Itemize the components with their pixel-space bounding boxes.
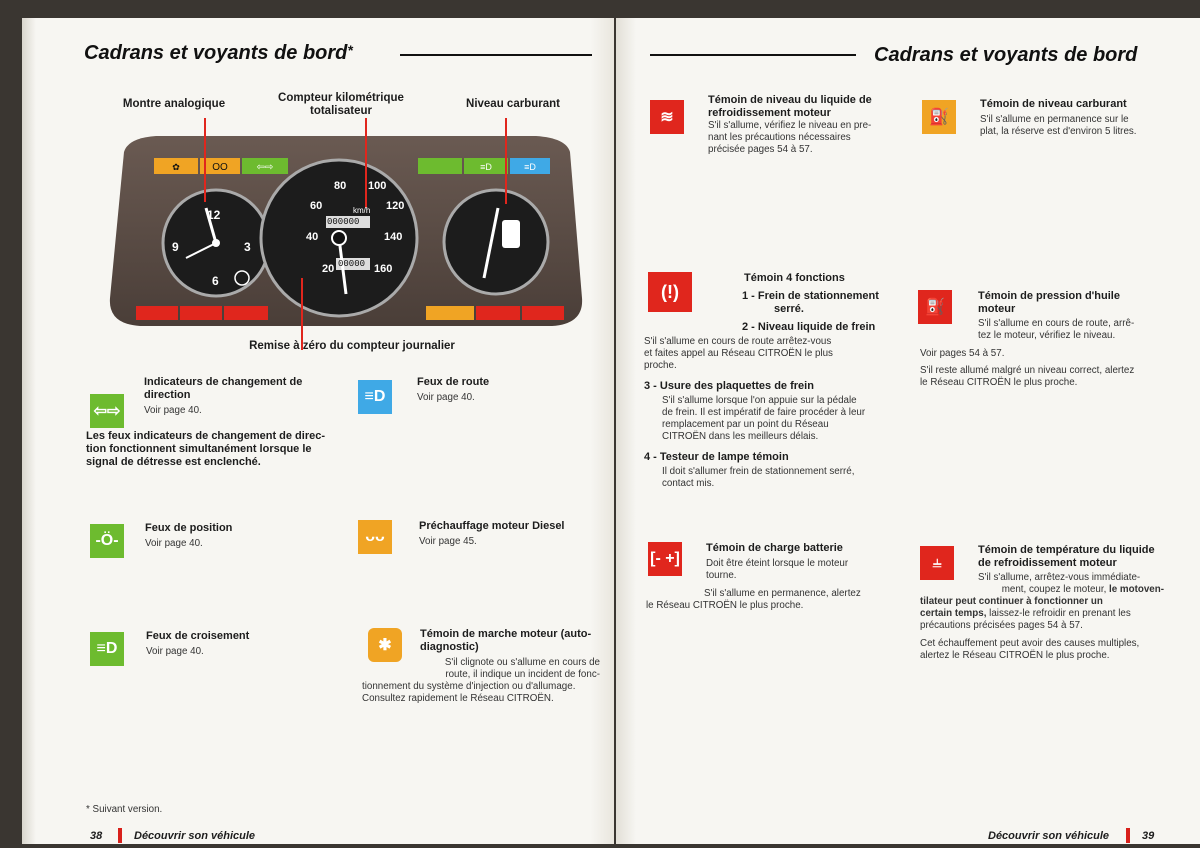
svg-text:⇦⇨: ⇦⇨: [256, 162, 274, 173]
position-text: Voir page 40.: [145, 538, 203, 549]
preheat-title: Préchauffage moteur Diesel: [419, 520, 565, 532]
speedo-tick-40: 40: [306, 231, 319, 243]
right-page-title: Cadrans et voyants de bord: [874, 44, 1138, 66]
fuel-level-title: Témoin de niveau carburant: [980, 98, 1127, 110]
position-light-icon: -Ö-: [90, 524, 124, 558]
indicators-title: Indicateurs de changement de direction: [144, 376, 303, 401]
speedo-unit: km/h: [353, 206, 371, 215]
coolant-level-text: S'il s'allume, vérifiez le niveau en pre- nant les précautions nécessaires précisée pages 54 à 57.: [708, 120, 872, 155]
battery-text: Doit être éteint lorsque le moteur tourne.: [706, 558, 849, 581]
battery-title: Témoin de charge batterie: [706, 542, 843, 554]
function-4-text: Il doit s'allumer frein de stationnement serré, contact mis.: [662, 466, 855, 489]
clock-number-12: 12: [207, 208, 221, 222]
page-number-39: 39: [1142, 830, 1155, 842]
dipped-title: Feux de croisement: [146, 630, 250, 642]
speedo-tick-120: 120: [386, 200, 405, 212]
footnote: * Suivant version.: [86, 804, 163, 815]
speedo-tick-20: 20: [322, 263, 335, 275]
coolant-temperature-icon: ⫨: [920, 546, 954, 580]
function-4: 4 - Testeur de lampe témoin: [644, 451, 789, 463]
preheat-icon: ᴗᴗ: [358, 520, 392, 554]
section-footer: Découvrir son véhicule: [134, 830, 256, 842]
clock-number-6: 6: [212, 274, 219, 288]
clock-number-3: 3: [244, 240, 251, 254]
right-page: [616, 18, 1200, 844]
engine-text: S'il clignote ou s'allume en cours de route, il indique un incident de fonc- tionnement du système d'injection ou d'allumage. Consultez rapidement le Réseau CITROËN.: [362, 657, 600, 704]
page-number-38: 38: [90, 830, 103, 842]
fuel-level-icon: ⛽: [922, 100, 956, 134]
dipped-text: Voir page 40.: [146, 646, 204, 657]
battery-text-more: S'il s'allume en permanence, alertez le Réseau CITROËN le plus proche.: [646, 588, 861, 611]
hazard-warning-text: Les feux indicateurs de changement de direc- tion fonctionnent simultanément lorsque le signal de détresse est enclenché.: [86, 430, 326, 468]
svg-text:OO: OO: [212, 162, 228, 173]
left-page-title: Cadrans et voyants de bord*: [84, 42, 353, 64]
footer-red-bar: [1126, 828, 1130, 843]
fuel-label: Niveau carburant: [466, 98, 560, 110]
main-beam-title: Feux de route: [417, 376, 490, 388]
footer-red-bar: [118, 828, 122, 843]
four-functions-block: [644, 272, 896, 490]
main-beam-icon: ≡D: [358, 380, 392, 414]
four-functions-title: Témoin 4 fonctions: [744, 272, 845, 284]
turn-signal-icon: ⇦⇨: [90, 394, 124, 428]
temperature-text: S'il s'allume, arrêtez-vous immédiate- ment, coupez le moteur, le motoven- tilateur peut continuer à fonctionner un certain temps, laissez-le refroidir en prenant les précautions précisées pages 54 à 57. Cet échauffement peut avoir des causes multiples, alertez le Réseau CITROËN le plus proche.: [920, 572, 1164, 661]
function-3-text: S'il s'allume lorsque l'on appuie sur la pédale de frein. Il est impératif de faire procéder à leur remplacement par un point du Réseau CITROËN dans les meilleurs délais.: [662, 395, 866, 442]
title-rule: [650, 54, 856, 56]
brake-warning-icon: (!): [648, 272, 692, 312]
battery-charge-icon: [- +]: [648, 542, 682, 576]
left-page: [22, 18, 614, 844]
title-rule: [400, 54, 592, 56]
coolant-level-title: Témoin de niveau du liquide de refroidissement moteur: [708, 94, 872, 119]
function-3: 3 - Usure des plaquettes de frein: [644, 380, 814, 392]
odometer-label: Compteur kilométrique totalisateur: [278, 92, 404, 117]
speedo-tick-60: 60: [310, 200, 323, 212]
oil-text-more: Voir pages 54 à 57. S'il reste allumé malgré un niveau correct, alertez le Réseau CITROËN le plus proche.: [920, 348, 1135, 388]
instrument-cluster: [96, 118, 596, 350]
preheat-text: Voir page 45.: [419, 536, 477, 547]
odometer-readout: 000000: [327, 217, 360, 227]
clock-number-9: 9: [172, 240, 179, 254]
dipped-beam-icon: ≡D: [90, 632, 124, 666]
section-footer: Découvrir son véhicule: [988, 830, 1110, 842]
oil-pressure-icon: ⛽: [918, 290, 952, 324]
temperature-title: Témoin de température du liquide de refroidissement moteur: [978, 544, 1155, 569]
oil-text: S'il s'allume en cours de route, arrê- tez le moteur, vérifiez le niveau.: [978, 318, 1135, 341]
fuel-level-text: S'il s'allume en permanence sur le plat, la réserve est d'environ 5 litres.: [980, 114, 1137, 137]
oil-title: Témoin de pression d'huile moteur: [978, 290, 1120, 315]
svg-text:≡D: ≡D: [480, 162, 492, 172]
speedo-tick-160: 160: [374, 263, 393, 275]
function-2-text: S'il s'allume en cours de route arrêtez-vous et faites appel au Réseau CITROËN le plus proche.: [644, 336, 833, 371]
engine-title: Témoin de marche moteur (auto- diagnostic): [420, 628, 592, 653]
trip-reset-label: Remise à zéro du compteur journalier: [249, 340, 455, 352]
clock-label: Montre analogique: [122, 98, 226, 110]
trip-readout: 00000: [338, 259, 366, 269]
function-1: 1 - Frein de stationnement serré.: [742, 290, 879, 315]
speedo-tick-100: 100: [368, 180, 387, 192]
coolant-level-icon: ≋: [650, 100, 684, 134]
speedo-tick-80: 80: [334, 180, 347, 192]
function-2: 2 - Niveau liquide de frein: [742, 321, 876, 333]
svg-text:✿: ✿: [172, 162, 180, 172]
position-title: Feux de position: [145, 522, 233, 534]
indicators-text: Voir page 40.: [144, 405, 202, 416]
engine-check-icon: ✱: [368, 628, 402, 662]
main-beam-text: Voir page 40.: [417, 392, 475, 403]
speedo-tick-140: 140: [384, 231, 403, 243]
svg-text:≡D: ≡D: [524, 162, 536, 172]
